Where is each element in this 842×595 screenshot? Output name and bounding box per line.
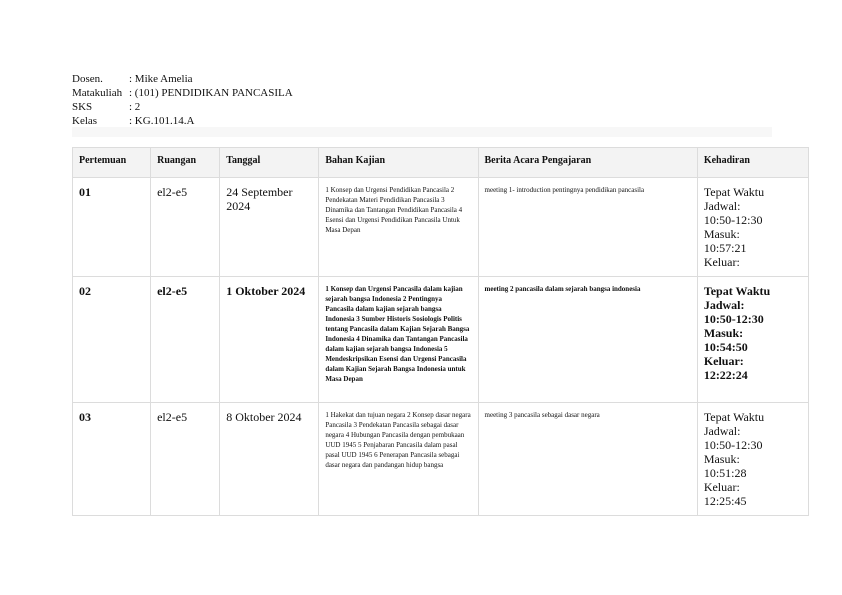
kehadiran-line: Jadwal: — [703, 424, 741, 438]
kelas-label: Kelas — [72, 115, 98, 127]
kehadiran-line: 10:50-12:30 — [703, 438, 763, 452]
kehadiran-line: Tepat Waktu — [703, 410, 765, 424]
header-ruangan: Ruangan — [151, 148, 220, 178]
cell-bahan-kajian: 1 Konsep dan Urgensi Pancasila dalam kajian sejarah bangsa Indonesia 2 Pentingnya Pancasila dalam kajian sejarah bangsa Indonesia 3 Sumber Historis Sosiologis Politis tentang Pancasila dalam Kajian Sejarah Bangsa Indonesia 4 Dinamika dan Tantangan Pancasila dalam kajian sejarah bangsa Indonesia 5 Mendeskripsikan Esensi dan Urgensi Pancasila dalam Kajian Sejarah Bangsa Indonesia untuk Masa Depan — [319, 277, 478, 403]
info-matakuliah — [72, 86, 293, 100]
cell-berita-acara: meeting 2 pancasila dalam sejarah bangsa indonesia — [478, 277, 697, 403]
info-kelas — [72, 114, 293, 128]
kehadiran-line: 10:50-12:30 — [703, 312, 764, 326]
kehadiran-line: 10:51:28 — [703, 466, 747, 480]
info-sks — [72, 100, 293, 114]
table-row — [73, 178, 809, 277]
cell-bahan-kajian: 1 Konsep dan Urgensi Pendidikan Pancasila 2 Pendekatan Materi Pendidikan Pancasila 3 Dinamika dan Tantangan Pendidikan Pancasila 4 Esensi dan Urgensi Pendidikan Pancasila Untuk Masa Depan — [319, 178, 478, 277]
cell-ruangan: el2-e5 — [151, 403, 220, 516]
kehadiran-line: Keluar: — [703, 354, 744, 368]
matakuliah-label: Matakuliah — [72, 87, 123, 99]
dosen-label: Dosen. — [72, 73, 103, 85]
cell-kehadiran — [697, 403, 808, 516]
kehadiran-line: Masuk: — [703, 227, 740, 241]
kehadiran-line: Masuk: — [703, 326, 744, 340]
kehadiran-line: Keluar: — [703, 255, 740, 269]
cell-kehadiran — [697, 277, 808, 403]
table-header-row — [73, 148, 809, 178]
cell-pertemuan: 01 — [73, 178, 151, 277]
cell-pertemuan: 03 — [73, 403, 151, 516]
dosen-value: : Mike Amelia — [129, 73, 193, 85]
header-pertemuan: Pertemuan — [73, 148, 151, 178]
cell-berita-acara: meeting 1- introduction pentingnya pendidikan pancasila — [478, 178, 697, 277]
cell-bahan-kajian: 1 Hakekat dan tujuan negara 2 Konsep dasar negara Pancasila 3 Pendekatan Pancasila sebagai dasar negara 4 Hubungan Pancasila dengan pembukaan UUD 1945 5 Penjabaran Pancasila dalam pasal pasal UUD 1945 6 Penerapan Pancasila sebagai dasar negara dan pandangan hidup bangsa — [319, 403, 478, 516]
sks-value: : 2 — [129, 101, 141, 113]
table-row — [73, 277, 809, 403]
cell-ruangan: el2-e5 — [151, 277, 220, 403]
kehadiran-line: 10:54:50 — [703, 340, 748, 354]
kehadiran-line: Masuk: — [703, 452, 740, 466]
cell-kehadiran — [697, 178, 808, 277]
matakuliah-value: : (101) PENDIDIKAN PANCASILA — [129, 87, 293, 99]
header-kehadiran: Kehadiran — [697, 148, 808, 178]
kehadiran-line: 12:25:45 — [703, 494, 747, 508]
sks-label: SKS — [72, 101, 93, 113]
kehadiran-line: 10:50-12:30 — [703, 213, 763, 227]
header-tanggal: Tanggal — [220, 148, 319, 178]
kehadiran-line: Jadwal: — [703, 298, 745, 312]
table-row — [73, 403, 809, 516]
kehadiran-line: Tepat Waktu — [703, 185, 765, 199]
header-berita-acara: Berita Acara Pengajaran — [478, 148, 697, 178]
kehadiran-line: 10:57:21 — [703, 241, 747, 255]
cell-tanggal: 24 September 2024 — [220, 178, 319, 277]
cell-ruangan: el2-e5 — [151, 178, 220, 277]
schedule-table — [72, 147, 809, 516]
course-info — [72, 72, 293, 128]
kehadiran-line: Tepat Waktu — [703, 284, 771, 298]
kehadiran-line: Jadwal: — [703, 199, 741, 213]
kehadiran-line: 12:22:24 — [703, 368, 748, 382]
cell-pertemuan: 02 — [73, 277, 151, 403]
kehadiran-line: Keluar: — [703, 480, 740, 494]
cell-tanggal: 8 Oktober 2024 — [220, 403, 319, 516]
header-bahan-kajian: Bahan Kajian — [319, 148, 478, 178]
cell-tanggal: 1 Oktober 2024 — [220, 277, 319, 403]
cell-berita-acara: meeting 3 pancasila sebagai dasar negara — [478, 403, 697, 516]
divider — [72, 127, 772, 137]
kelas-value: : KG.101.14.A — [129, 115, 195, 127]
info-dosen — [72, 72, 293, 86]
